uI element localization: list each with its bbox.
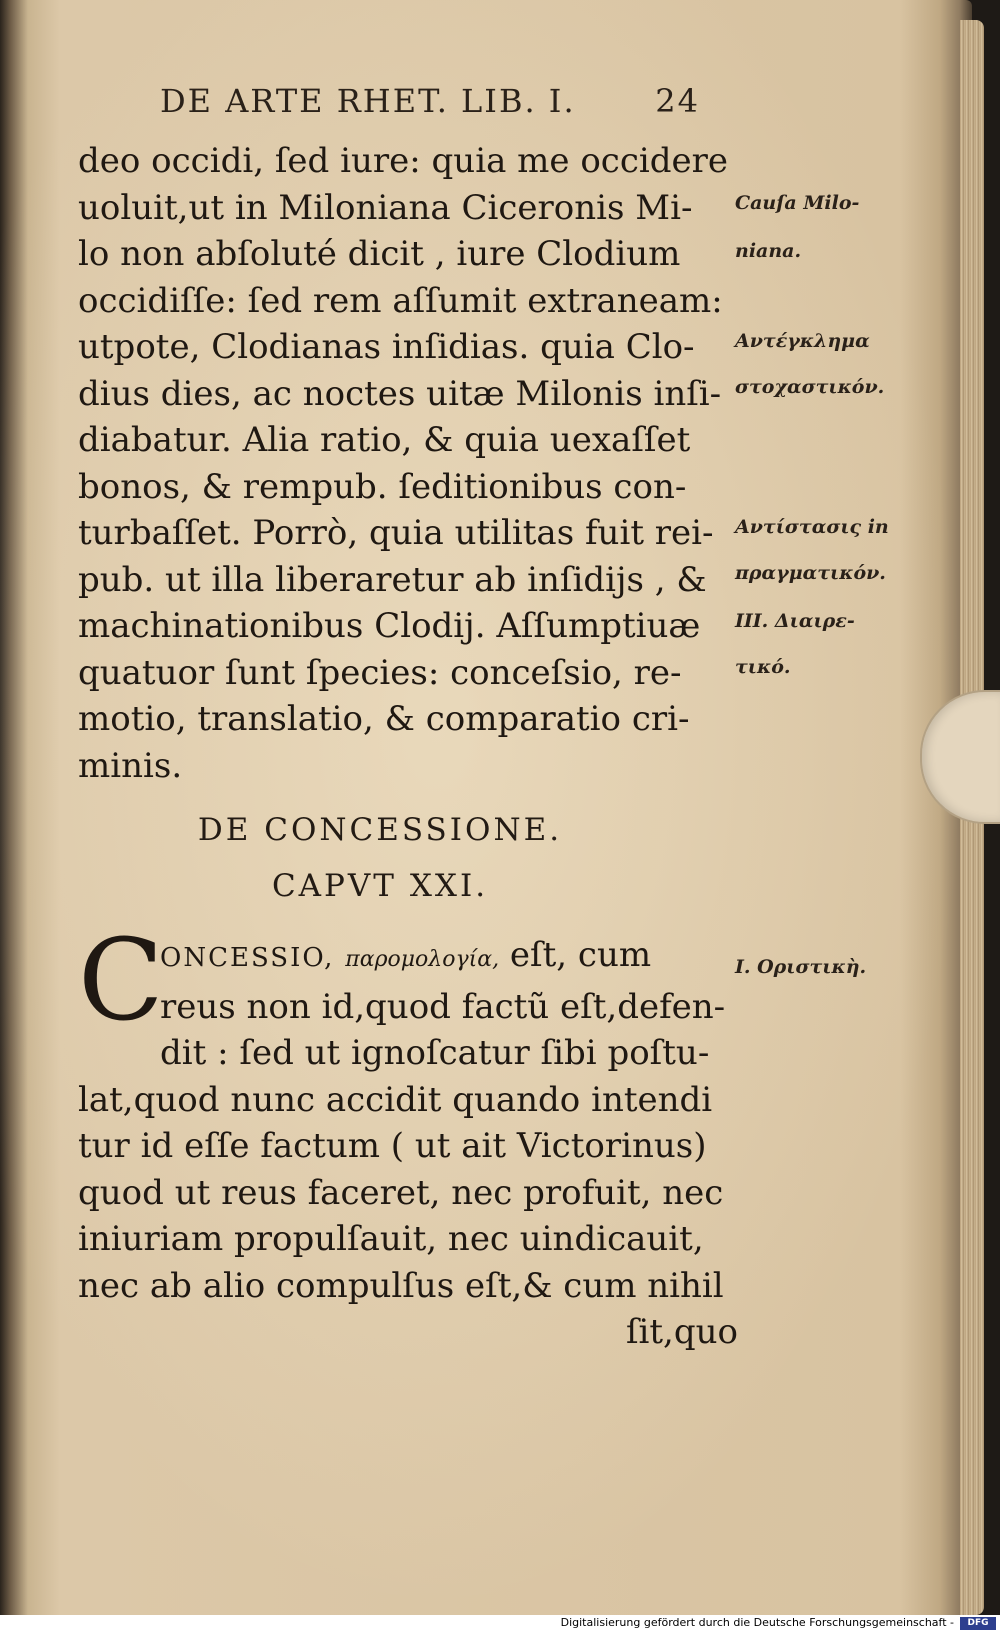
margin-note: στοχαστικόν. (735, 376, 885, 398)
text-line: utpote, Clodianas inſidias. quia Clo- (78, 327, 695, 367)
text-line: tur id eſſe factum ( ut ait Victorinus) (78, 1126, 707, 1166)
margin-note: III. Διαιρε- (735, 610, 855, 632)
text-line: lat,quod nunc accidit quando intendi (78, 1079, 713, 1120)
text-line: deo occidi, ſed iure: quia me occidere (78, 141, 729, 181)
first-line-rest: eſt, cum (499, 935, 652, 975)
text-line: machinationibus Clodij. Aſſumptiuæ (78, 606, 701, 646)
text-line: dit : ſed ut ignoſcatur ſibi poſtu- (160, 1033, 710, 1073)
first-word-caps: ONCESSIO, (160, 943, 335, 973)
greek-term: παρομολογία, (345, 947, 500, 972)
margin-note: I. Οριστικὴ. (735, 956, 867, 978)
text-line: quod ut reus faceret, nec profuit, nec (78, 1172, 724, 1213)
text-line: diabatur. Alia ratio, & quia uexaſſet (78, 420, 691, 460)
text-line: bonos, & rempub. ſeditionibus con- (78, 466, 687, 507)
text-line: nec ab alio compulſus eſt,& cum nihil (78, 1265, 724, 1306)
text-line: minis. (78, 745, 183, 786)
margin-note: τικό. (735, 656, 791, 678)
text-line: iniuriam propulſauit, nec uindicauit, (78, 1219, 704, 1259)
text-line: pub. ut illa liberaretur ab inſidijs , & (78, 559, 707, 600)
chapter-text (78, 932, 738, 1356)
running-head (160, 82, 700, 120)
footer-credit: Digitalisierung gefördert durch die Deutsche Forschungsgemeinschaft - (560, 1616, 954, 1629)
text-line: quatuor ſunt ſpecies: conceſsio, re- (78, 652, 682, 693)
margin-note: niana. (735, 240, 802, 262)
text-line: occidiſſe: ſed rem aſſumit extraneam: (78, 280, 723, 321)
margin-note: Cauſa Milo- (735, 192, 860, 214)
margin-note: Αντέγκλημα (735, 330, 870, 352)
section-heading: DE CONCESSIONE. (197, 812, 563, 848)
drop-capital: C (78, 916, 164, 1046)
digitization-footer (0, 1615, 1000, 1633)
text-line: lo non abſoluté dicit , iure Clodium (78, 234, 681, 274)
thumb-tab (920, 690, 1000, 824)
text-line: turbaſſet. Porrò, quia utilitas fuit rei- (78, 513, 714, 553)
margin-note: πραγματικόν. (735, 562, 886, 584)
chapter-first-line (78, 932, 738, 984)
text-line: motio, translatio, & comparatio cri- (78, 699, 690, 739)
catchword: ſit,quo (625, 1312, 738, 1352)
body-text (78, 138, 738, 789)
margin-note: Αντίστασις in (735, 516, 889, 538)
chapter-heading: CAPVT XXI. (271, 868, 489, 904)
text-line: dius dies, ac noctes uitæ Milonis inſi- (78, 373, 722, 414)
running-head-title: DE ARTE RHET. LIB. I. (160, 82, 576, 120)
text-line: uoluit,ut in Miloniana Ciceronis Mi- (78, 187, 693, 228)
text-line: reus non id,quod factũ eſt,defen- (160, 986, 726, 1027)
page-number: 24 (655, 82, 700, 120)
dfg-logo: DFG (960, 1617, 996, 1630)
